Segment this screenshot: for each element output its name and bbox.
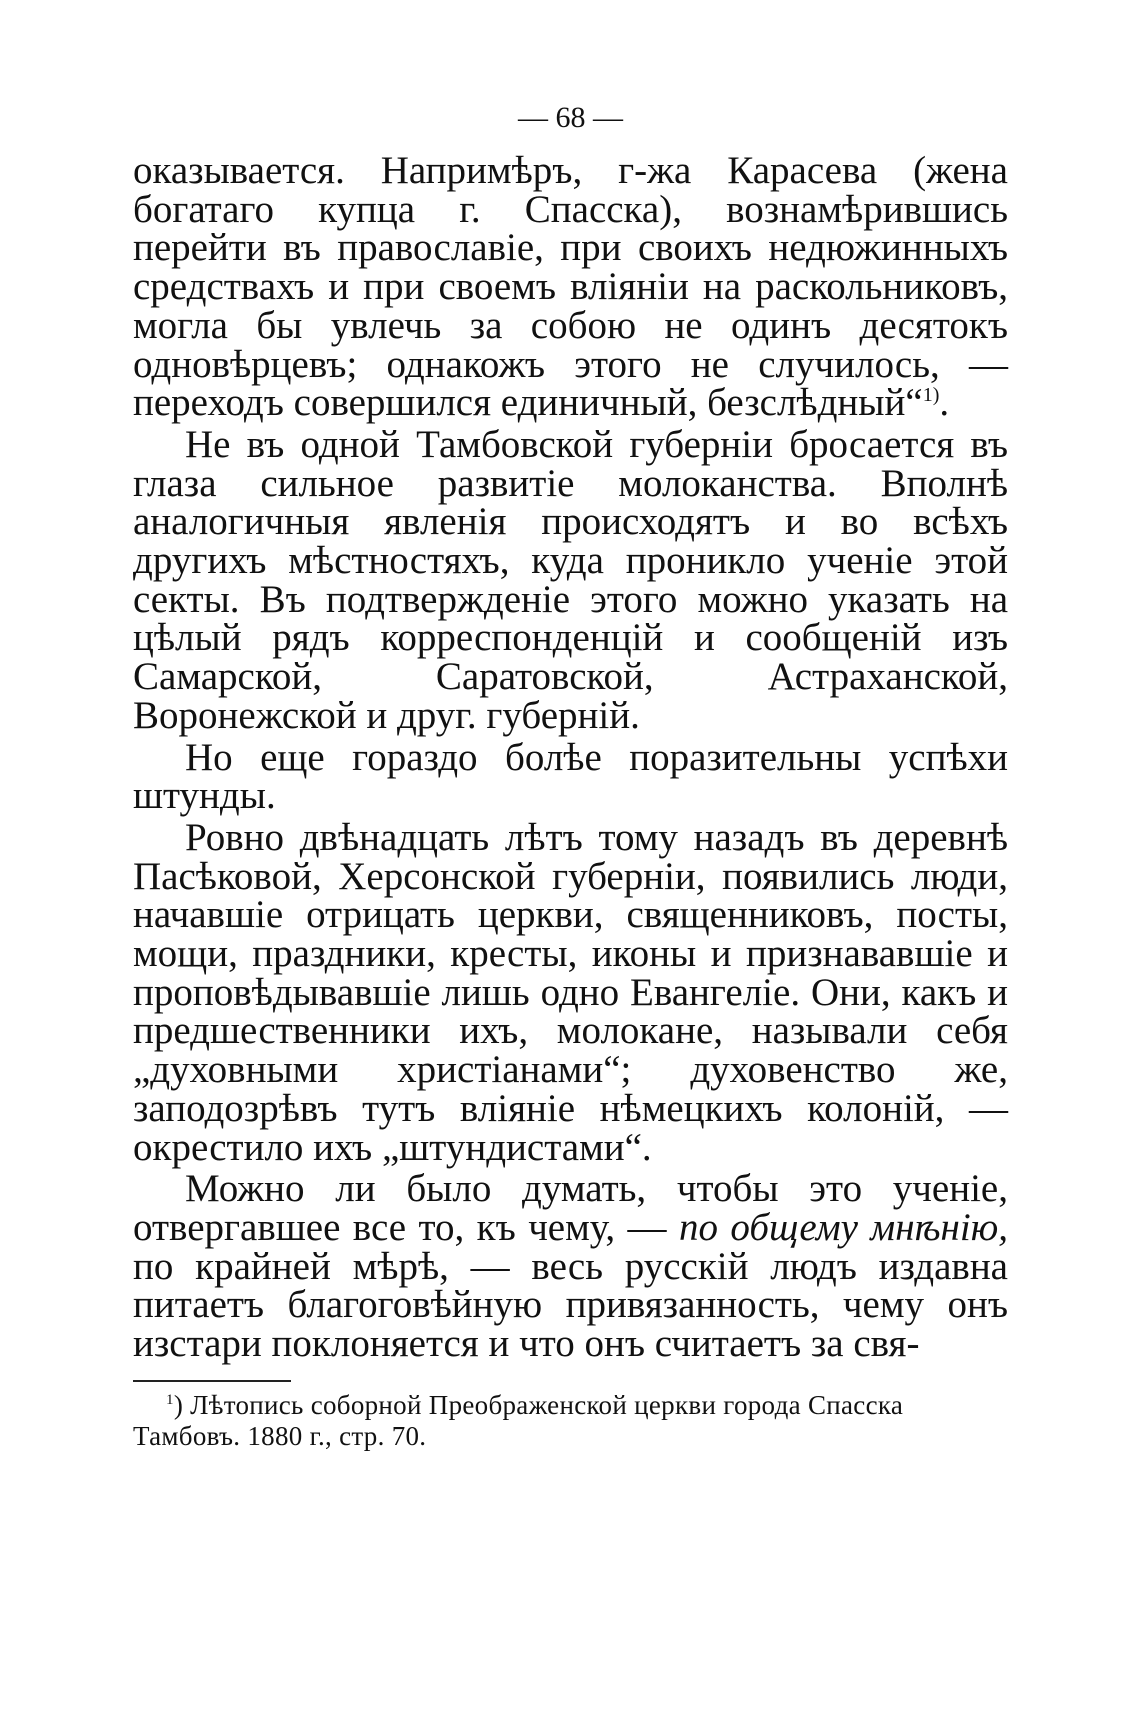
footnote-divider [133, 1380, 291, 1382]
book-page [133, 100, 1008, 1452]
footnote-reference: 1) [922, 384, 940, 407]
paragraph-text: Можно ли было думать, чтобы это ученіе, отвергавшее все то, къ чему, — [133, 1167, 1008, 1249]
paragraph-text-end: . [939, 381, 950, 425]
body-text [133, 149, 1008, 1366]
page-number: — 68 — [518, 101, 623, 134]
paragraph-molokans: Не въ одной Тамбовской губерніи бросается въ глаза сильное развитіе молоканства. Вполнѣ аналогичныя явленія происходятъ и во всѣхъ другихъ мѣстностяхъ, куда проникло ученіе этой секты. Въ подтвержденіе этого можно указать на цѣлый рядъ корреспонденцій и сообщеній изъ Самарской, Саратовской, Астраханской, Воронежской и друг. губерній. [133, 422, 1008, 737]
footnote-text: ) Лѣтопись соборной Преображенской церкви города Спасска Тамбовъ. 1880 г., стр. 70. [133, 1389, 904, 1451]
paragraph-question [133, 1167, 1008, 1366]
emphasized-text: по общему мнѣнію, [678, 1205, 1008, 1249]
paragraph-pasekovo: Ровно двѣнадцать лѣтъ тому назадъ въ деревнѣ Пасѣковой, Херсонской губерніи, появились люди, начавшіе отрицать церкви, священниковъ, посты, мощи, праздники, кресты, иконы и признававшіе и проповѣдывавшіе лишь одно Евангеліе. Они, какъ и предшественники ихъ, молокане, называли себя „духовными христіанами“; духовенство же, заподозрѣвъ тутъ вліяніе нѣмецкихъ колоній, — окрестило ихъ „штундистами“. [133, 815, 1008, 1169]
paragraph-text: по крайней мѣрѣ, — весь русскій людъ издавна питаетъ благоговѣйную привязанность, чему онъ изстари поклоняется и что онъ считаетъ за свя- [133, 1244, 1008, 1366]
footnote [133, 1390, 1008, 1452]
paragraph-stunda: Но еще гораздо болѣе поразительны успѣхи штунды. [133, 735, 1008, 818]
paragraph-continuation [133, 149, 1008, 425]
footnote-marker: 1 [166, 1391, 174, 1408]
paragraph-text: оказывается. Напримѣръ, г-жа Карасева (жена богатаго купца г. Спасска), вознамѣрившись перейти въ православіе, при своихъ недюжинныхъ средствахъ и при своемъ вліяніи на раскольниковъ, могла бы увлечь за собою не одинъ десятокъ одновѣрцевъ; однакожъ этого не случилось, — переходъ совершился единичный, безслѣдный“ [133, 149, 1008, 425]
